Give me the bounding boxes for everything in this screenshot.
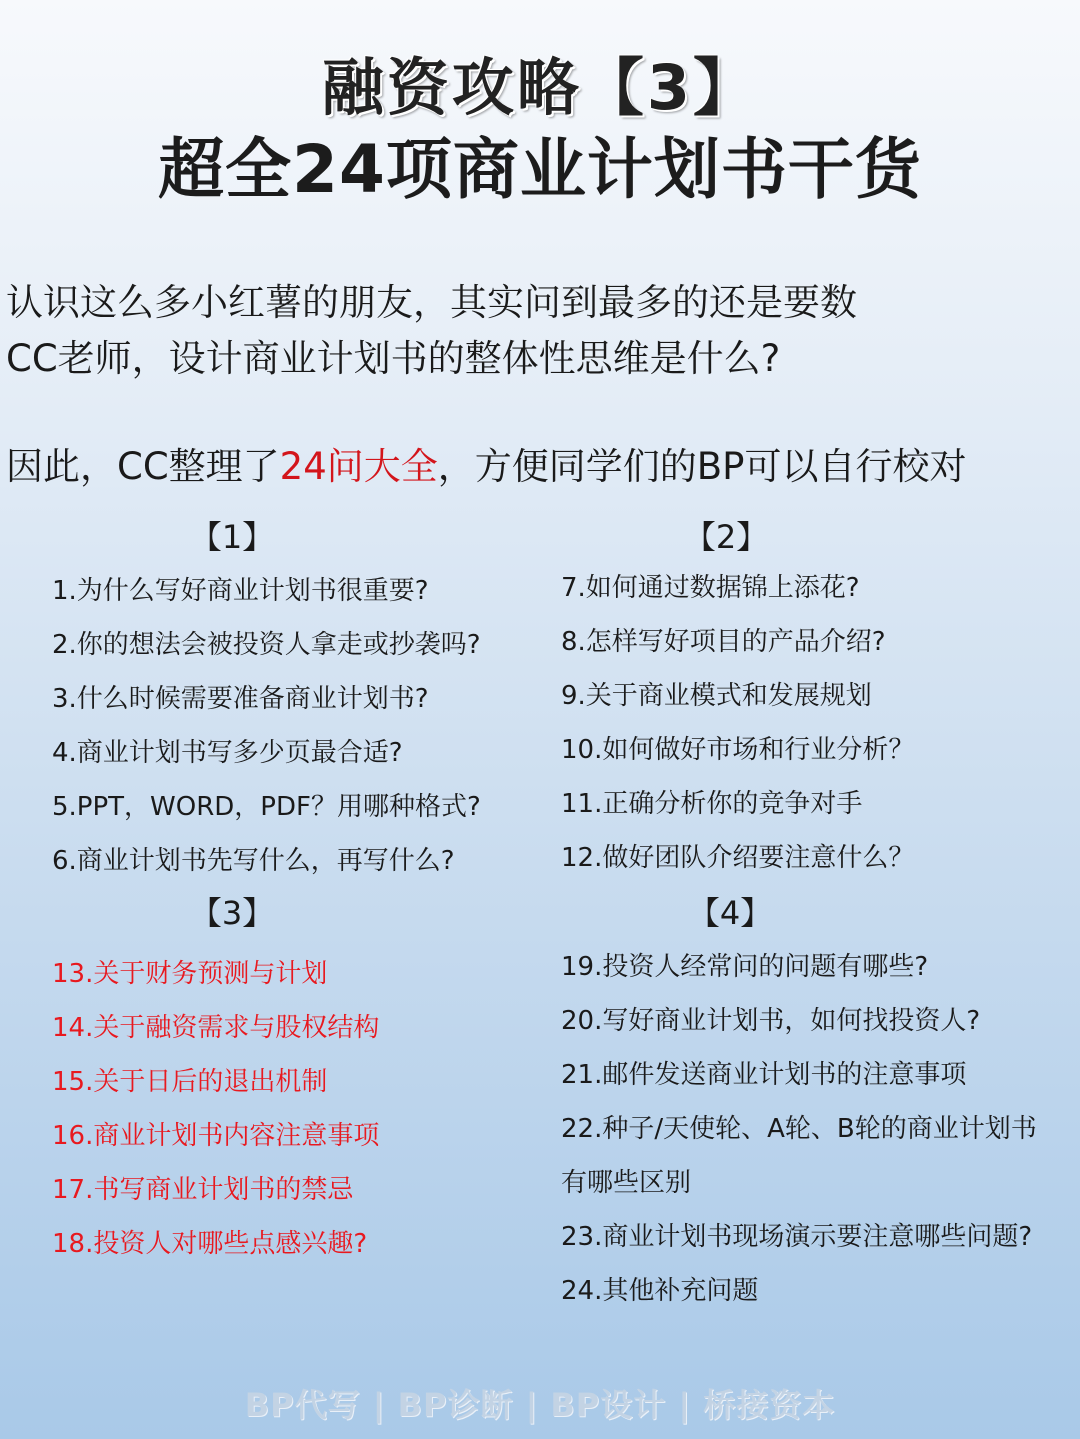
intro-line-2: CC老师，设计商业计划书的整体性思维是什么? [6,337,781,380]
section-4-heading: 【4】 [687,894,773,932]
list-item: 9.关于商业模式和发展规划 [561,681,872,711]
list-item: 10.如何做好市场和行业分析？ [561,735,915,765]
list-item: 15.关于日后的退出机制 [52,1067,328,1097]
list-item: 13.关于财务预测与计划 [52,959,328,989]
intro-line-3-suffix: ，方便同学们的BP可以自行校对 [437,445,967,488]
list-item: 14.关于融资需求与股权结构 [52,1013,380,1043]
list-item: 19.投资人经常问的问题有哪些? [561,952,929,982]
list-item: 8.怎样写好项目的产品介绍? [561,627,886,657]
intro-line-3-prefix: 因此，CC整理了 [6,445,280,488]
list-item: 17.书写商业计划书的禁忌 [52,1175,354,1205]
intro-highlight: 24问大全 [279,445,438,488]
list-item: 3.什么时候需要准备商业计划书? [52,684,429,714]
list-item: 1.为什么写好商业计划书很重要? [52,576,429,606]
list-item: 有哪些区别 [561,1168,692,1198]
list-item: 18.投资人对哪些点感兴趣? [52,1229,368,1259]
section-1-heading: 【1】 [189,518,275,556]
section-3-heading: 【3】 [189,894,275,932]
list-item: 24.其他补充问题 [561,1276,759,1306]
list-item: 21.邮件发送商业计划书的注意事项 [561,1060,967,1090]
intro-line-3 [6,436,966,490]
list-item: 11.正确分析你的竞争对手 [561,789,863,819]
section-2-heading: 【2】 [683,518,769,556]
list-item: 4.商业计划书写多少页最合适? [52,738,403,768]
intro-line-1: 认识这么多小红薯的朋友，其实问到最多的还是要数 [6,281,857,324]
title-line-1: 融资攻略【3】 [321,51,759,124]
list-item: 22.种子/天使轮、A轮、B轮的商业计划书 [561,1114,1037,1144]
list-item: 16.商业计划书内容注意事项 [52,1121,380,1151]
list-item: 20.写好商业计划书，如何找投资人? [561,1006,981,1036]
footer-tagline: BP代写 | BP诊断 | BP设计 | 桥接资本 [244,1386,836,1424]
list-item: 6.商业计划书先写什么，再写什么? [52,846,455,876]
list-item: 2.你的想法会被投资人拿走或抄袭吗? [52,630,481,660]
list-item: 23.商业计划书现场演示要注意哪些问题? [561,1222,1033,1252]
title-line-2: 超全24项商业计划书干货 [158,131,922,208]
list-item: 5.PPT，WORD，PDF？用哪种格式? [52,792,481,822]
list-item: 7.如何通过数据锦上添花? [561,573,860,603]
list-item: 12.做好团队介绍要注意什么？ [561,843,915,873]
